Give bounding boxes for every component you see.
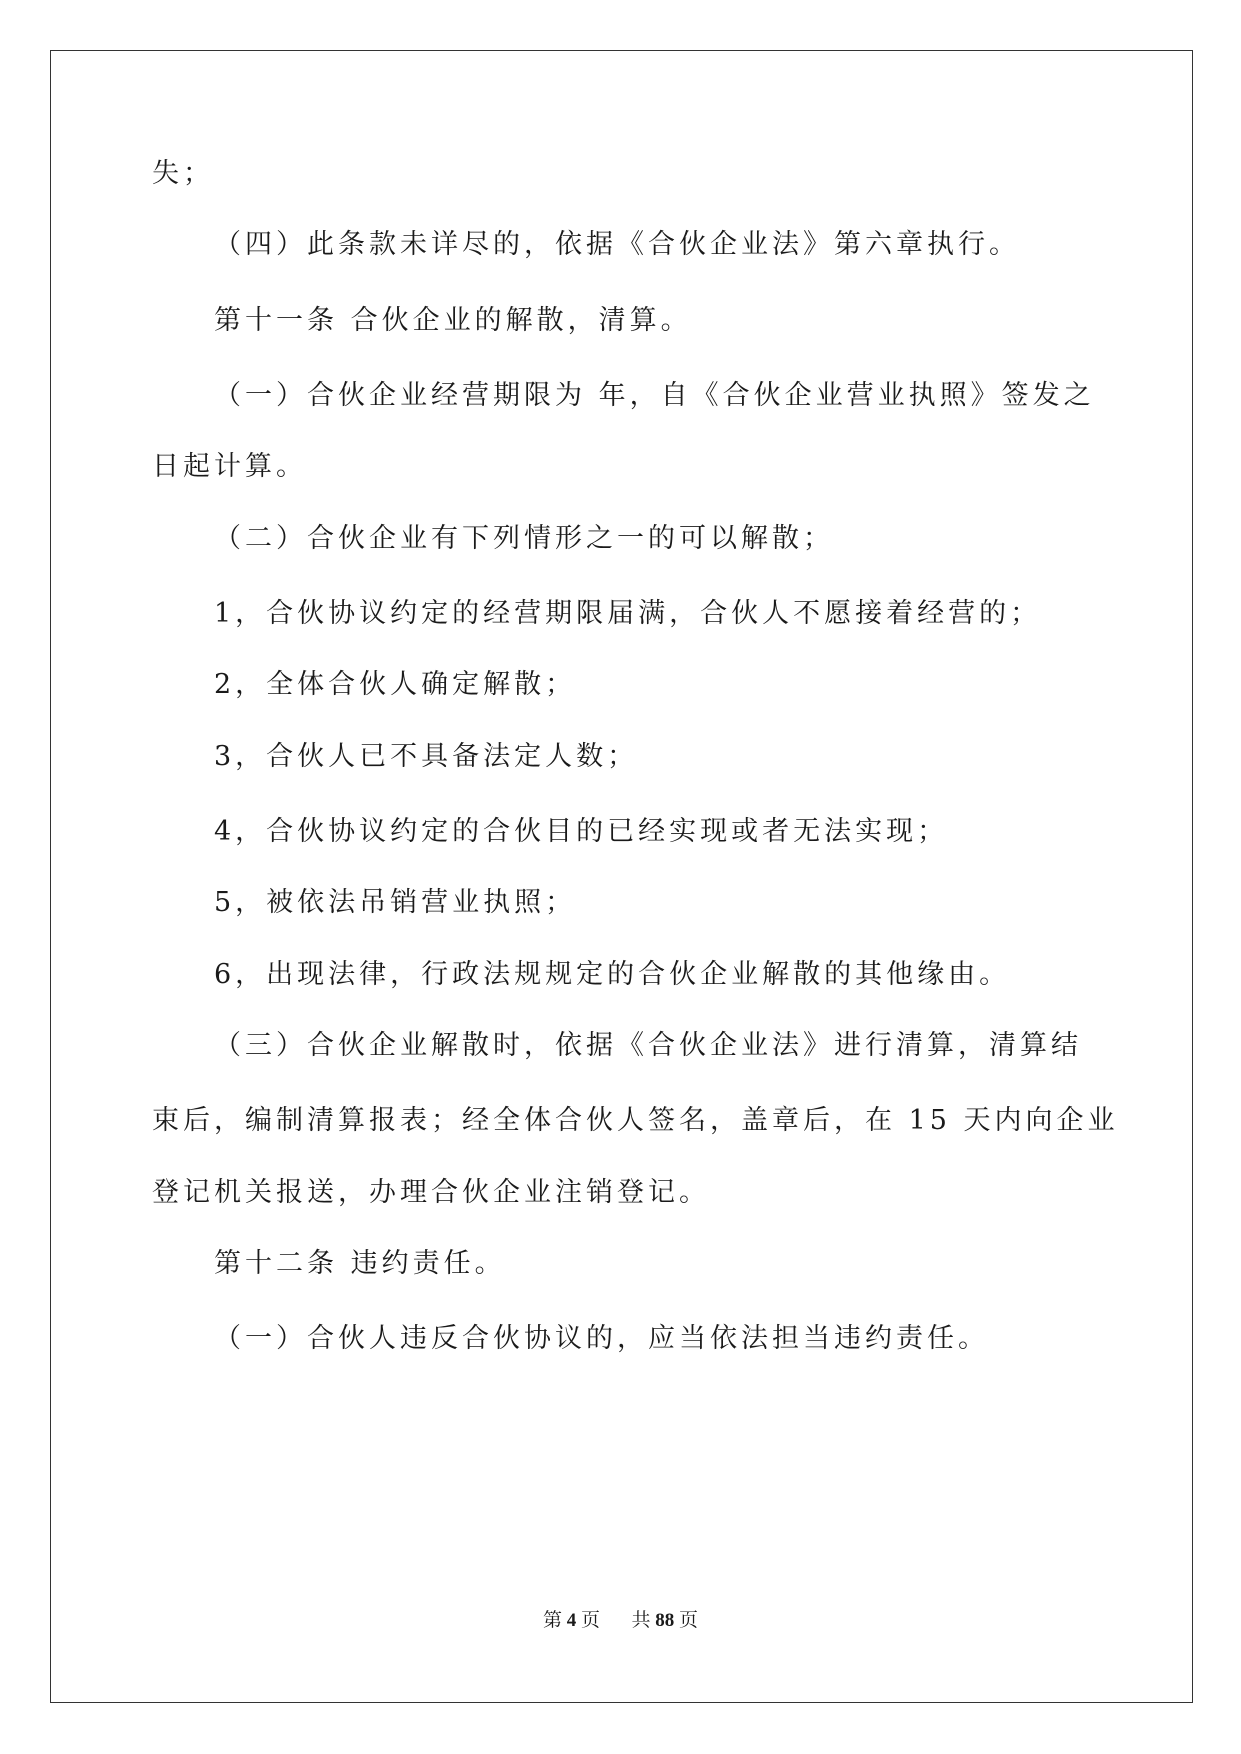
section-heading: 第十二条 违约责任。 [214, 1248, 506, 1279]
section-heading: 第十一条 合伙企业的解散，清算。 [214, 305, 692, 336]
list-item: 2，全体合伙人确定解散； [214, 669, 577, 700]
page-label-prefix: 第 [542, 1610, 562, 1631]
text-line: （一）合伙人违反合伙协议的，应当依法担当违约责任。 [214, 1323, 989, 1354]
text-line: 日起计算。 [152, 451, 307, 482]
text-line: （一）合伙企业经营期限为 年，自《合伙企业营业执照》签发之 [214, 380, 1095, 411]
list-item: 3，合伙人已不具备法定人数； [214, 741, 639, 772]
list-item: 1，合伙协议约定的经营期限届满，合伙人不愿接着经营的； [214, 598, 1042, 629]
text-line: 登记机关报送，办理合伙企业注销登记。 [152, 1177, 710, 1208]
text-line: （四）此条款未详尽的，依据《合伙企业法》第六章执行。 [214, 229, 1020, 260]
list-item: 4，合伙协议约定的合伙目的已经实现或者无法实现； [214, 816, 949, 847]
total-label-prefix: 共 [631, 1610, 651, 1631]
list-item: 5，被依法吊销营业执照； [214, 887, 577, 918]
text-line: 失； [152, 158, 214, 189]
page-border [50, 50, 1193, 1703]
page-footer [0, 1609, 1241, 1633]
text-line: （二）合伙企业有下列情形之一的可以解散； [214, 523, 834, 554]
total-label-suffix: 页 [679, 1610, 699, 1631]
page-number: 4 [566, 1610, 577, 1631]
text-line: （三）合伙企业解散时，依据《合伙企业法》进行清算，清算结 [214, 1030, 1082, 1061]
total-pages: 88 [655, 1610, 675, 1631]
text-line: 束后，编制清算报表；经全体合伙人签名，盖章后，在 15 天内向企业 [152, 1105, 1119, 1136]
list-item: 6，出现法律，行政法规规定的合伙企业解散的其他缘由。 [214, 959, 1011, 990]
page-label-suffix: 页 [580, 1610, 600, 1631]
